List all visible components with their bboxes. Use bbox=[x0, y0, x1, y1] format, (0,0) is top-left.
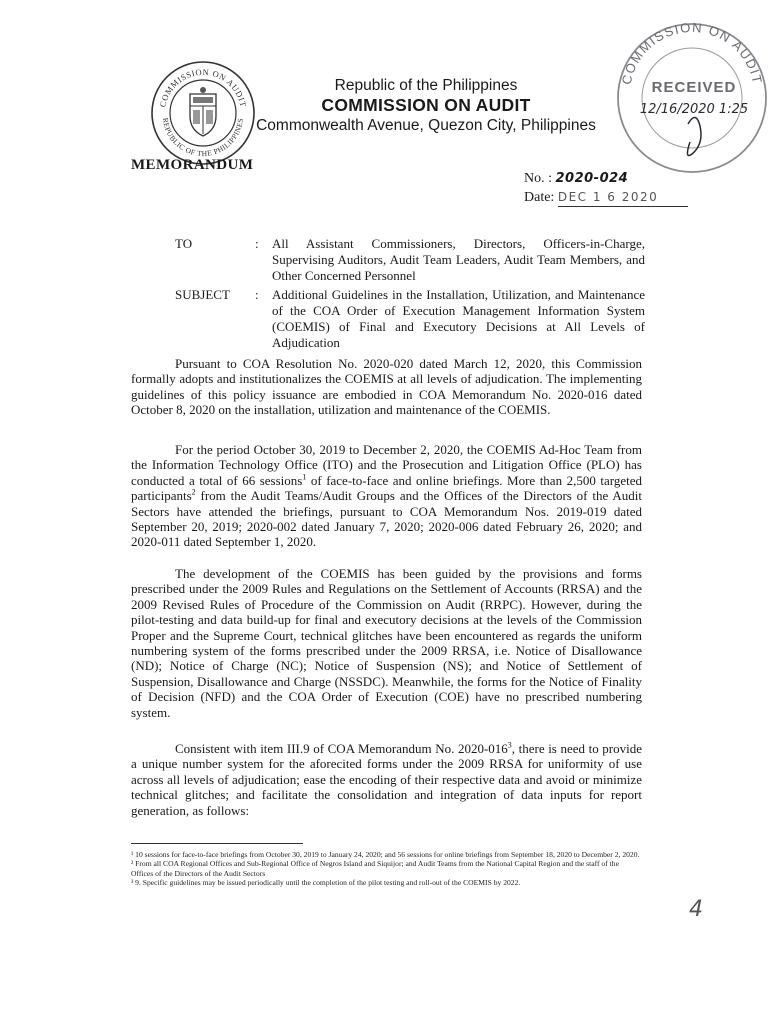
svg-text:12/16/2020 1:25: 12/16/2020 1:25 bbox=[639, 102, 749, 117]
paragraph-4 bbox=[131, 741, 642, 818]
footnote-ref-2: 2 bbox=[191, 487, 196, 497]
memo-number-label: No. : bbox=[524, 171, 552, 186]
paragraph-2-part-b: of face-to-face and online briefings. More than 2,500 targeted participants bbox=[131, 472, 642, 504]
memo-date-value: DEC 1 6 2020 bbox=[558, 188, 688, 207]
to-colon: : bbox=[255, 236, 259, 251]
coa-seal-icon bbox=[150, 60, 256, 166]
footnote-ref-3: 3 bbox=[507, 740, 512, 750]
footnote-1: ¹ 10 sessions for face-to-face briefings from October 30, 2019 to January 24, 2020; and 56 sessions for online briefings from September 18, 2020 to December 2, 2020. bbox=[131, 850, 640, 859]
to-field bbox=[175, 236, 645, 284]
memo-date bbox=[524, 188, 688, 207]
paragraph-1: Pursuant to COA Resolution No. 2020-020 dated March 12, 2020, this Commission formally adopts and institutionalizes the COEMIS at all levels of adjudication. The implementing guidelines of this policy issuance are embodied in COA Memorandum No. 2020-016 dated October 8, 2020 on the installation, utilization and maintenance of the COEMIS. bbox=[131, 356, 642, 418]
agency-name: COMMISSION ON AUDIT bbox=[321, 95, 531, 115]
to-value: All Assistant Commissioners, Directors, Officers-in-Charge, Supervising Auditors, Audit Team Leaders, Audit Team Members, and Other Concerned Personnel bbox=[272, 236, 645, 283]
footnote-divider bbox=[131, 843, 303, 844]
svg-text:RECEIVED: RECEIVED bbox=[651, 79, 737, 96]
footnote-2: ² From all COA Regional Offices and Sub-Regional Office of Negros Island and Siquijor; and Audit Teams from the National Capital Region and the staff of the Offices of the Directors of the Audit Sectors bbox=[131, 859, 619, 878]
svg-text:COMMISSION ON AUDIT: COMMISSION ON AUDIT bbox=[618, 19, 766, 86]
subject-value: Additional Guidelines in the Installation, Utilization, and Maintenance of the COA Order of Execution Management Information System (COEMIS) of Final and Executory Decisions at All Levels of Adjudication bbox=[272, 287, 645, 350]
footnote-ref-1: 1 bbox=[302, 472, 307, 482]
paragraph-2-part-c: from the Audit Teams/Audit Groups and the Offices of the Directors of the Audit Sectors have attended the briefings, pursuant to COA Memorandum Nos. 2019-019 dated September 20, 2019; 2020-002 dated January 7, 2020; 2020-006 dated February 26, 2020; and 2020-011 dated September 1, 2020. bbox=[131, 488, 642, 550]
agency-header bbox=[246, 76, 606, 135]
memo-number-value: 2020-024 bbox=[555, 171, 629, 186]
memorandum-title: MEMORANDUM bbox=[131, 157, 254, 173]
paragraph-3: The development of the COEMIS has been guided by the provisions and forms prescribed under the 2009 Rules and Regulations on the Settlement of Accounts (RRSA) and the 2009 Revised Rules of Procedure of the Commission on Audit (RRPC). However, during the pilot-testing and data build-up for final and executory decisions at the levels of the Commission Proper and the Supreme Court, technical glitches have been encountered as regards the uniform numbering system of the forms prescribed under the 2009 RRSA, i.e. Notice of Disallowance (ND); Notice of Charge (NC); Notice of Suspension (NS); and Notice of Settlement of Suspension, Disallowance and Charge (NSSDC). Meanwhile, the forms for the Notice of Finality of Decision (NFD) and the COA Order of Execution (COE) have no prescribed numbering system. bbox=[131, 566, 642, 720]
paragraph-4-part-a: Consistent with item III.9 of COA Memorandum No. 2020-016 bbox=[175, 741, 508, 756]
subject-colon: : bbox=[255, 287, 259, 302]
svg-text:4: 4 bbox=[689, 897, 703, 922]
svg-text:COMMISSION ON AUDIT: COMMISSION ON AUDIT bbox=[157, 66, 249, 109]
agency-address: Commonwealth Avenue, Quezon City, Philippines bbox=[256, 117, 596, 134]
paragraph-4-part-b: , there is need to provide a unique number system for the aforecited forms under the 2009 RRSA for uniformity of use across all levels of adjudication; ease the encoding of their respective data and avoid or minimize technical glitches; and facilitate the consolidation and integration of data inputs for report generation, as follows: bbox=[131, 741, 643, 818]
memo-number bbox=[524, 170, 628, 188]
subject-field bbox=[175, 287, 645, 351]
paragraph-2 bbox=[131, 442, 642, 550]
footnotes bbox=[131, 850, 642, 887]
received-stamp-icon bbox=[600, 14, 768, 174]
paragraph-2-part-a: For the period October 30, 2019 to December 2, 2020, the COEMIS Ad-Hoc Team from the Information Technology Office (ITO) and the Prosecution and Litigation Office (PLO) has conducted a total of 66 sessions bbox=[131, 442, 642, 488]
footnote-3: ³ 9. Specific guidelines may be issued periodically until the completion of the pilot testing and roll-out of the COEMIS by 2022. bbox=[131, 877, 521, 887]
page-number-mark bbox=[676, 892, 716, 924]
svg-text:REPUBLIC OF THE PHILIPPINES: REPUBLIC OF THE PHILIPPINES bbox=[160, 117, 245, 159]
republic-line: Republic of the Philippines bbox=[334, 77, 518, 94]
memo-date-label: Date: bbox=[524, 190, 555, 205]
to-label: TO bbox=[175, 236, 193, 251]
subject-label: SUBJECT bbox=[175, 287, 230, 302]
